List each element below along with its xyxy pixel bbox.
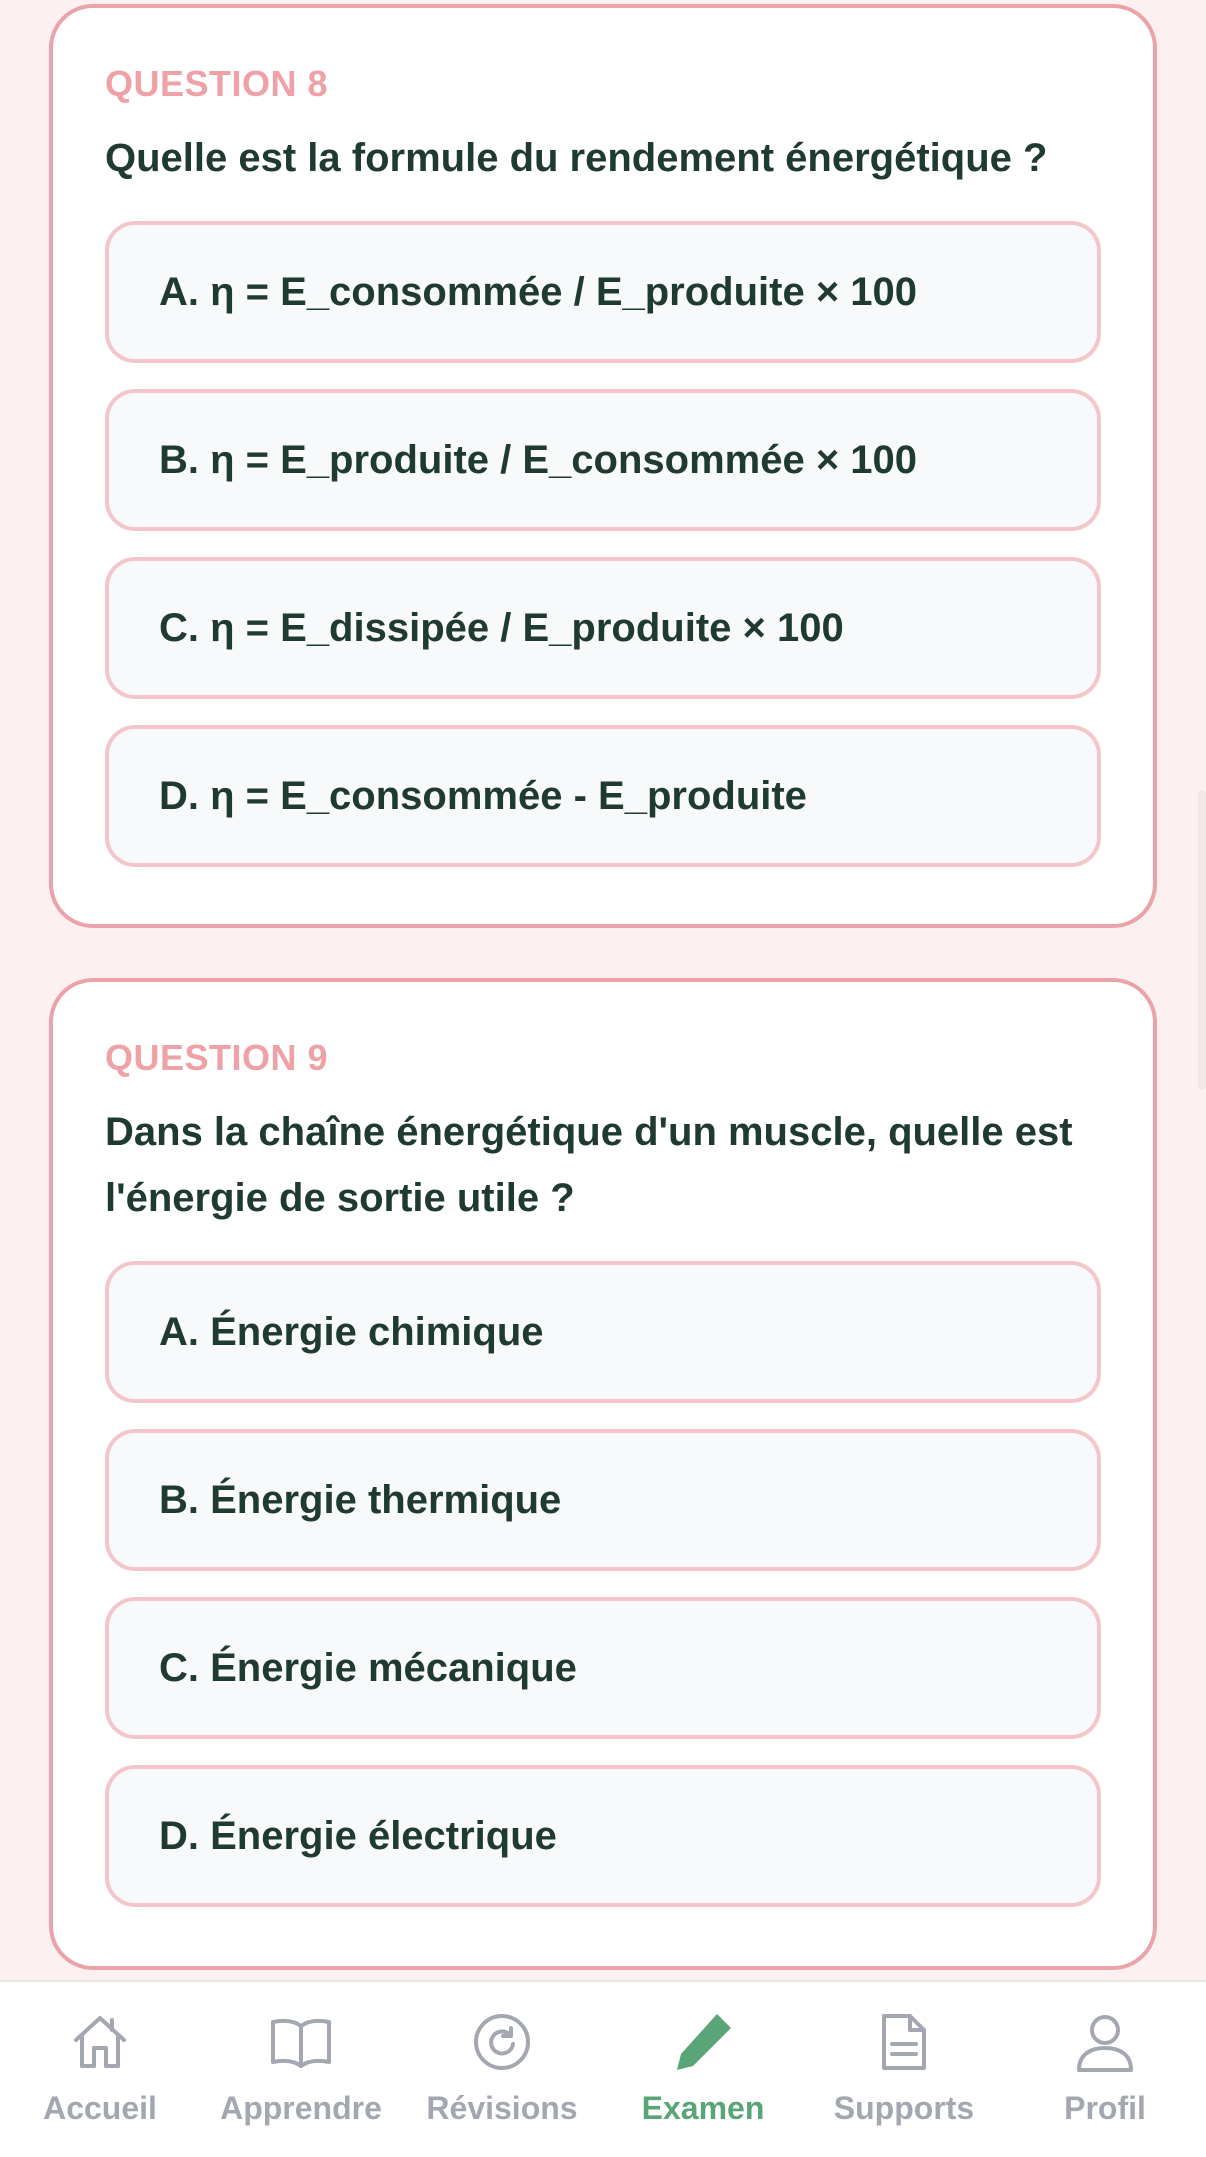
nav-label: Supports xyxy=(833,2090,975,2126)
question-card-9 xyxy=(49,978,1157,1970)
scrollbar[interactable] xyxy=(1198,790,1206,1090)
option-a[interactable]: A. η = E_consommée / E_produite × 100 xyxy=(105,221,1101,363)
option-b[interactable]: B. η = E_produite / E_consommée × 100 xyxy=(105,389,1101,531)
option-b[interactable]: B. Énergie thermique xyxy=(105,1429,1101,1571)
nav-item-revisions[interactable] xyxy=(402,1982,602,2157)
nav-label: Examen xyxy=(641,2090,765,2126)
nav-label: Révisions xyxy=(426,2090,578,2126)
nav-item-apprendre[interactable] xyxy=(201,1982,401,2157)
option-d[interactable]: D. η = E_consommée - E_produite xyxy=(105,725,1101,867)
nav-item-accueil[interactable] xyxy=(0,1982,200,2157)
question-text: Dans la chaîne énergétique d'un muscle, quelle est l'énergie de sortie utile ? xyxy=(105,1110,1073,1220)
nav-item-profil[interactable] xyxy=(1005,1982,1205,2157)
nav-item-supports[interactable] xyxy=(804,1982,1004,2157)
option-c[interactable]: C. Énergie mécanique xyxy=(105,1597,1101,1739)
nav-label: Accueil xyxy=(43,2090,157,2126)
nav-label: Profil xyxy=(1064,2090,1146,2126)
question-number: QUESTION 9 xyxy=(105,1037,329,1078)
nav-label: Apprendre xyxy=(220,2090,382,2126)
pencil-icon xyxy=(671,2010,735,2074)
home-icon xyxy=(68,2010,132,2074)
question-text: Quelle est la formule du rendement énergétique ? xyxy=(105,136,1048,180)
bottom-nav xyxy=(0,1980,1206,2157)
book-icon xyxy=(269,2010,333,2074)
refresh-icon xyxy=(470,2010,534,2074)
answer-options xyxy=(105,1261,1101,1907)
option-a[interactable]: A. Énergie chimique xyxy=(105,1261,1101,1403)
option-c[interactable]: C. η = E_dissipée / E_produite × 100 xyxy=(105,557,1101,699)
nav-item-examen[interactable] xyxy=(603,1982,803,2157)
option-d[interactable]: D. Énergie électrique xyxy=(105,1765,1101,1907)
user-icon xyxy=(1073,2010,1137,2074)
document-icon xyxy=(872,2010,936,2074)
question-number: QUESTION 8 xyxy=(105,63,329,104)
answer-options xyxy=(105,221,1101,867)
question-card-8 xyxy=(49,4,1157,928)
